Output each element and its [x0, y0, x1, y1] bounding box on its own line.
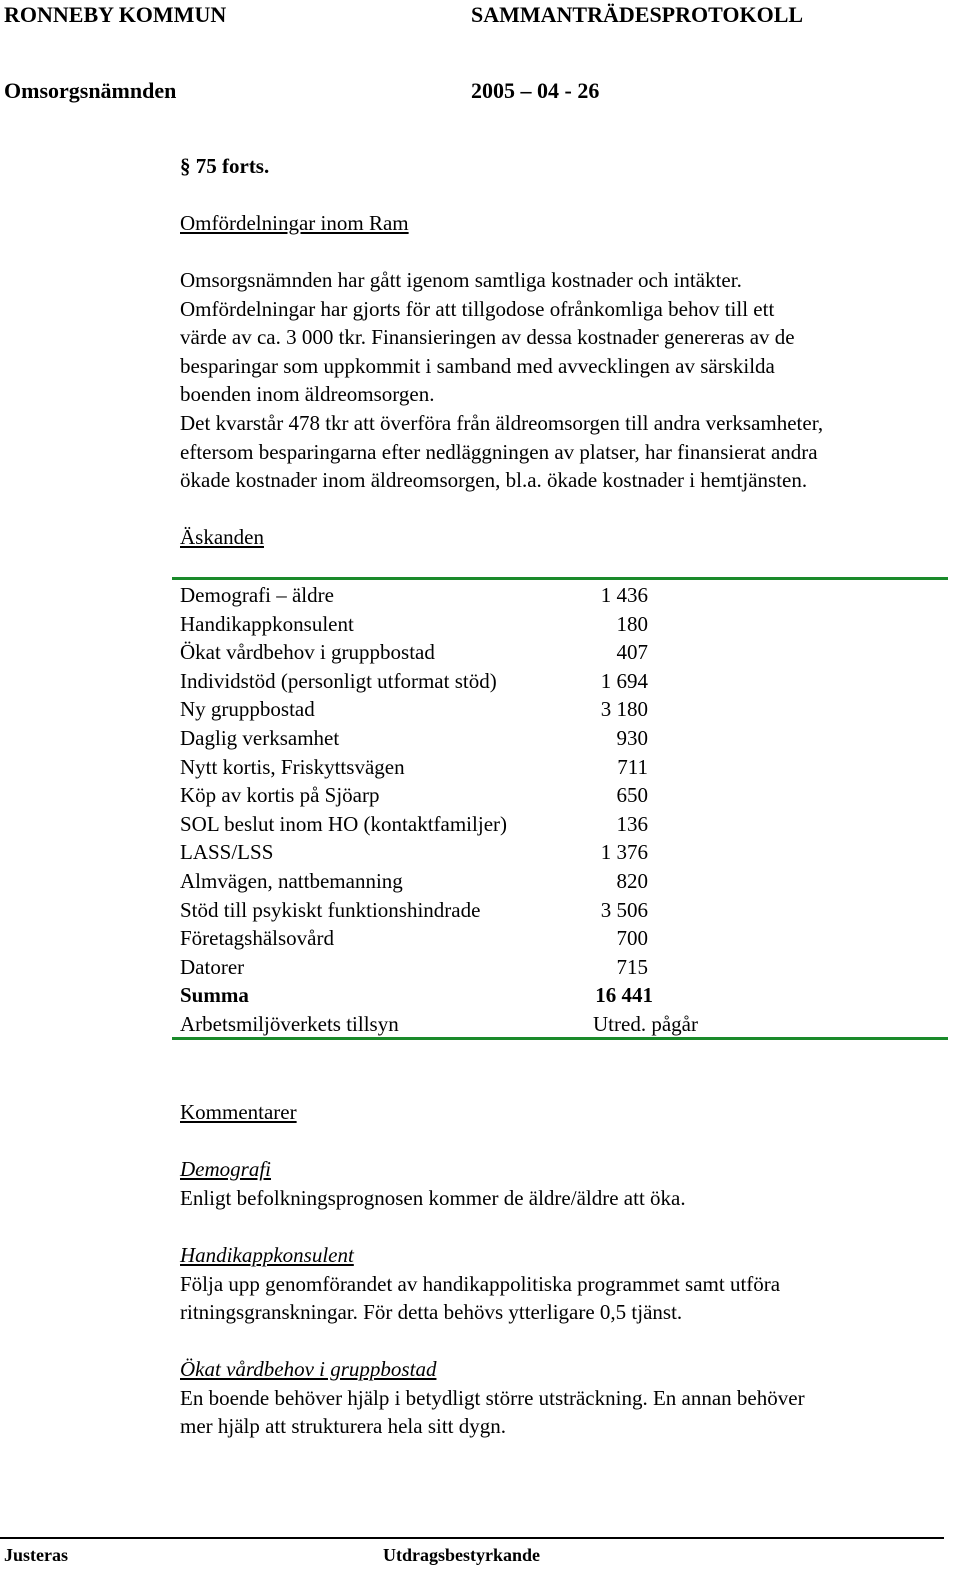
- comment-handikappkonsulent: [180, 1241, 780, 1327]
- row-label: Arbetsmiljöverkets tillsyn: [180, 1011, 399, 1036]
- row-value: 820: [616, 868, 648, 893]
- table-row: [180, 953, 780, 982]
- row-value: 1 376: [600, 840, 648, 865]
- paragraph-line: Det kvarstår 478 tkr att överföra från äldreomsorgen till andra verksamheter,: [180, 410, 824, 435]
- table-bottom-rule: [172, 1037, 948, 1040]
- sum-value: 16 441: [595, 983, 653, 1008]
- table-row: [180, 753, 780, 782]
- paragraph-line: boenden inom äldreomsorgen.: [180, 382, 435, 407]
- board-name: Omsorgsnämnden: [4, 78, 177, 103]
- row-label: Företagshälsovård: [180, 926, 334, 951]
- row-label: Datorer: [180, 954, 245, 979]
- comment-line: Följa upp genomförandet av handikappolitiska programmet samt utföra: [180, 1271, 781, 1296]
- row-value: 3 180: [600, 697, 648, 722]
- row-value: 136: [616, 811, 648, 836]
- intro-paragraph: [180, 266, 823, 495]
- kommentarer-heading: Kommentarer: [180, 1100, 297, 1124]
- row-label: Ny gruppbostad: [180, 697, 315, 722]
- table-row: [180, 724, 780, 753]
- table-row: [180, 810, 780, 839]
- row-label: Individstöd (personligt utformat stöd): [180, 668, 497, 693]
- row-label: SOL beslut inom HO (kontaktfamiljer): [180, 811, 507, 836]
- table-row: [180, 924, 780, 953]
- table-row: [180, 1010, 780, 1039]
- document-type: SAMMANTRÄDESPROTOKOLL: [471, 2, 804, 27]
- footer-utdragsbestyrkande: Utdragsbestyrkande: [383, 1545, 541, 1565]
- paragraph-line: ökade kostnader inom äldreomsorgen, bl.a. ökade kostnader i hemtjänsten.: [180, 468, 808, 493]
- row-value: 407: [616, 640, 648, 665]
- askanden-table: [180, 581, 780, 1039]
- row-value: 1 436: [600, 583, 648, 607]
- comment-demografi: [180, 1155, 686, 1212]
- sum-row: [180, 981, 780, 1010]
- row-value: Utred. pågår: [593, 1011, 698, 1036]
- table-row: [180, 610, 780, 639]
- table-row: [180, 867, 780, 896]
- sum-label: Summa: [180, 983, 249, 1008]
- table-row: [180, 667, 780, 696]
- section-number: § 75 forts.: [180, 154, 270, 178]
- row-label: Ökat vårdbehov i gruppbostad: [180, 640, 435, 665]
- row-label: Demografi – äldre: [180, 583, 334, 607]
- row-value: 715: [616, 954, 648, 979]
- row-value: 650: [616, 783, 648, 808]
- row-value: 180: [616, 611, 648, 636]
- row-label: Köp av kortis på Sjöarp: [180, 783, 380, 808]
- org-name: RONNEBY KOMMUN: [4, 2, 227, 27]
- row-label: LASS/LSS: [180, 840, 274, 865]
- row-label: Handikappkonsulent: [180, 611, 354, 636]
- comment-line: mer hjälp att strukturera hela sitt dygn.: [180, 1414, 506, 1439]
- meeting-date: 2005 – 04 - 26: [471, 78, 600, 103]
- row-label: Daglig verksamhet: [180, 725, 340, 750]
- row-value: 711: [617, 754, 648, 779]
- footer-rule: [0, 1537, 944, 1539]
- comment-title: Demografi: [180, 1157, 271, 1181]
- table-top-rule: [172, 577, 948, 580]
- askanden-heading: Äskanden: [180, 525, 264, 549]
- paragraph-line: Omfördelningar har gjorts för att tillgodose ofrånkomliga behov till ett: [180, 296, 775, 321]
- comment-title: Ökat vårdbehov i gruppbostad: [180, 1357, 437, 1381]
- row-value: 1 694: [600, 668, 648, 693]
- table-row: [180, 896, 780, 925]
- comment-line: ritningsgranskningar. För detta behövs ytterligare 0,5 tjänst.: [180, 1300, 683, 1325]
- paragraph-line: besparingar som uppkommit i samband med avvecklingen av särskilda: [180, 353, 775, 378]
- section-heading: Omfördelningar inom Ram: [180, 211, 409, 235]
- row-label: Stöd till psykiskt funktionshindrade: [180, 897, 481, 922]
- paragraph-line: Omsorgsnämnden har gått igenom samtliga kostnader och intäkter.: [180, 268, 742, 292]
- row-label: Nytt kortis, Friskyttsvägen: [180, 754, 405, 779]
- table-row: [180, 638, 780, 667]
- paragraph-line: värde av ca. 3 000 tkr. Finansieringen av dessa kostnader genereras av de: [180, 325, 795, 350]
- row-label: Almvägen, nattbemanning: [180, 868, 403, 893]
- row-value: 3 506: [600, 897, 648, 922]
- comment-line: En boende behöver hjälp i betydligt större utsträckning. En annan behöver: [180, 1385, 805, 1410]
- table-row: [180, 781, 780, 810]
- comment-line: Enligt befolkningsprognosen kommer de äldre/äldre att öka.: [180, 1185, 686, 1210]
- footer-justeras: Justeras: [4, 1545, 68, 1565]
- table-row: [180, 695, 780, 724]
- paragraph-line: eftersom besparingarna efter nedläggningen av platser, har finansierat andra: [180, 439, 818, 464]
- row-value: 700: [616, 926, 648, 951]
- comment-vardbehov: [180, 1355, 805, 1441]
- table-row: [180, 581, 780, 610]
- comment-title: Handikappkonsulent: [180, 1243, 354, 1267]
- row-value: 930: [616, 725, 648, 750]
- table-row: [180, 838, 780, 867]
